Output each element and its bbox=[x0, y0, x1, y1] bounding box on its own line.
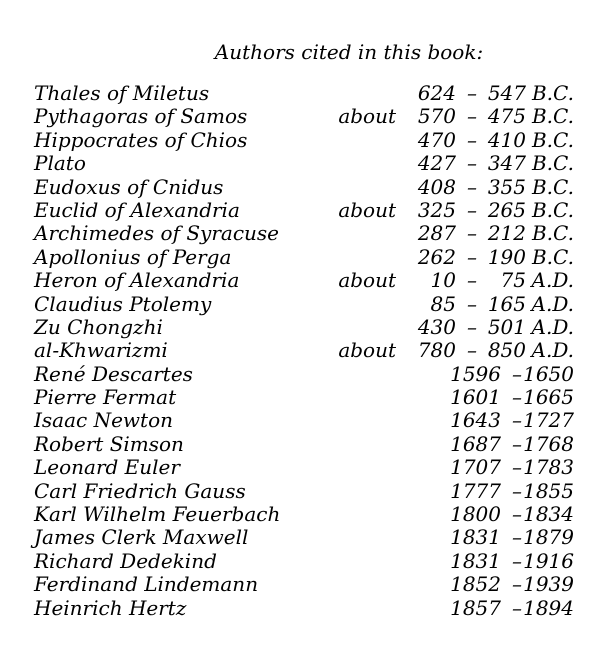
date-dash: – bbox=[512, 385, 522, 410]
author-row bbox=[34, 199, 574, 222]
date-end: 1939 bbox=[523, 572, 574, 597]
date-dash: – bbox=[512, 595, 522, 620]
date-era: B.C. bbox=[531, 151, 574, 176]
date-dash: – bbox=[467, 338, 477, 363]
page-heading: Authors cited in this book: bbox=[214, 40, 484, 64]
date-end: 1879 bbox=[523, 525, 574, 550]
date-dash: – bbox=[467, 244, 477, 269]
author-row bbox=[34, 456, 574, 479]
author-name: Karl Wilhelm Feuerbach bbox=[34, 502, 281, 527]
date-start: 85 bbox=[430, 291, 456, 316]
author-name: Pierre Fermat bbox=[34, 385, 177, 410]
date-era: B.C. bbox=[531, 197, 574, 222]
date-start: 1831 bbox=[450, 548, 501, 573]
date-end: 1768 bbox=[523, 431, 574, 456]
date-start: 1852 bbox=[450, 572, 501, 597]
date-dash: – bbox=[467, 314, 477, 339]
author-name: Isaac Newton bbox=[34, 408, 173, 433]
author-name: Apollonius of Perga bbox=[34, 244, 232, 269]
date-start: 780 bbox=[417, 338, 456, 363]
date-end: 410 bbox=[487, 127, 526, 152]
author-name: Leonard Euler bbox=[34, 455, 180, 480]
date-end: 1727 bbox=[523, 408, 574, 433]
author-row bbox=[34, 152, 574, 175]
author-name: Ferdinand Lindemann bbox=[34, 572, 259, 597]
date-era: B.C. bbox=[531, 81, 574, 105]
author-row bbox=[34, 105, 574, 128]
author-row bbox=[34, 82, 574, 105]
date-dash: – bbox=[512, 572, 522, 597]
date-start: 427 bbox=[417, 151, 456, 176]
date-dash: – bbox=[467, 151, 477, 176]
author-name: Claudius Ptolemy bbox=[34, 291, 212, 316]
author-name: René Descartes bbox=[34, 361, 193, 386]
date-era: A.D. bbox=[531, 268, 574, 293]
date-dash: – bbox=[467, 104, 477, 129]
date-dash: – bbox=[467, 127, 477, 152]
date-era: A.D. bbox=[531, 291, 574, 316]
date-dash: – bbox=[512, 502, 522, 527]
date-dash: – bbox=[512, 455, 522, 480]
date-era: B.C. bbox=[531, 244, 574, 269]
author-name: Archimedes of Syracuse bbox=[34, 221, 280, 246]
date-qualifier: about bbox=[338, 268, 396, 293]
date-dash: – bbox=[467, 268, 477, 293]
date-start: 1857 bbox=[450, 595, 501, 620]
date-start: 1777 bbox=[450, 478, 501, 503]
author-row bbox=[34, 339, 574, 362]
date-end: 547 bbox=[487, 81, 526, 105]
date-end: 1783 bbox=[523, 455, 574, 480]
author-name: al-Khwarizmi bbox=[34, 338, 168, 363]
date-era: B.C. bbox=[531, 127, 574, 152]
date-dash: – bbox=[467, 174, 477, 199]
date-start: 325 bbox=[417, 197, 456, 222]
date-start: 470 bbox=[417, 127, 456, 152]
author-row bbox=[34, 222, 574, 245]
author-name: Robert Simson bbox=[34, 431, 184, 456]
author-row bbox=[34, 269, 574, 292]
date-era: B.C. bbox=[531, 104, 574, 129]
date-dash: – bbox=[512, 525, 522, 550]
date-start: 262 bbox=[417, 244, 456, 269]
author-row bbox=[34, 246, 574, 269]
authors-list bbox=[34, 82, 574, 620]
date-qualifier: about bbox=[338, 338, 396, 363]
date-dash: – bbox=[512, 431, 522, 456]
author-name: Pythagoras of Samos bbox=[34, 104, 248, 129]
date-end: 1650 bbox=[523, 361, 574, 386]
date-era: A.D. bbox=[531, 338, 574, 363]
author-name: Zu Chongzhi bbox=[34, 314, 163, 339]
date-start: 1596 bbox=[450, 361, 501, 386]
author-row bbox=[34, 129, 574, 152]
author-row bbox=[34, 433, 574, 456]
author-name: Carl Friedrich Gauss bbox=[34, 478, 246, 503]
date-start: 10 bbox=[430, 268, 456, 293]
date-dash: – bbox=[512, 361, 522, 386]
date-start: 430 bbox=[417, 314, 456, 339]
author-row bbox=[34, 597, 574, 620]
date-end: 190 bbox=[487, 244, 526, 269]
date-dash: – bbox=[512, 408, 522, 433]
date-start: 408 bbox=[417, 174, 456, 199]
author-row bbox=[34, 363, 574, 386]
author-row bbox=[34, 480, 574, 503]
author-name: Hippocrates of Chios bbox=[34, 127, 248, 152]
author-row bbox=[34, 316, 574, 339]
author-row bbox=[34, 176, 574, 199]
author-name: Thales of Miletus bbox=[34, 81, 210, 105]
date-dash: – bbox=[512, 548, 522, 573]
date-qualifier: about bbox=[338, 197, 396, 222]
date-end: 165 bbox=[487, 291, 526, 316]
author-row bbox=[34, 573, 574, 596]
date-start: 624 bbox=[417, 81, 456, 105]
date-dash: – bbox=[512, 478, 522, 503]
date-start: 1601 bbox=[450, 385, 501, 410]
author-name: Heron of Alexandria bbox=[34, 268, 240, 293]
date-end: 475 bbox=[487, 104, 526, 129]
date-end: 850 bbox=[487, 338, 526, 363]
date-start: 1831 bbox=[450, 525, 501, 550]
date-end: 75 bbox=[500, 268, 526, 293]
author-row bbox=[34, 526, 574, 549]
date-start: 1643 bbox=[450, 408, 501, 433]
author-row bbox=[34, 503, 574, 526]
date-end: 265 bbox=[487, 197, 526, 222]
author-row bbox=[34, 293, 574, 316]
date-start: 287 bbox=[417, 221, 456, 246]
date-start: 1707 bbox=[450, 455, 501, 480]
date-dash: – bbox=[467, 221, 477, 246]
date-era: B.C. bbox=[531, 221, 574, 246]
date-end: 1916 bbox=[523, 548, 574, 573]
date-dash: – bbox=[467, 81, 477, 105]
author-name: Richard Dedekind bbox=[34, 548, 217, 573]
date-end: 1665 bbox=[523, 385, 574, 410]
date-qualifier: about bbox=[338, 104, 396, 129]
date-dash: – bbox=[467, 291, 477, 316]
author-row bbox=[34, 550, 574, 573]
date-start: 570 bbox=[417, 104, 456, 129]
date-era: A.D. bbox=[531, 314, 574, 339]
date-end: 1894 bbox=[523, 595, 574, 620]
date-end: 347 bbox=[487, 151, 526, 176]
author-row bbox=[34, 386, 574, 409]
author-name: Euclid of Alexandria bbox=[34, 197, 240, 222]
date-dash: – bbox=[467, 197, 477, 222]
author-name: Heinrich Hertz bbox=[34, 595, 187, 620]
author-name: James Clerk Maxwell bbox=[34, 525, 249, 550]
author-name: Plato bbox=[34, 151, 86, 176]
date-start: 1687 bbox=[450, 431, 501, 456]
date-start: 1800 bbox=[450, 502, 501, 527]
date-end: 501 bbox=[487, 314, 526, 339]
date-era: B.C. bbox=[531, 174, 574, 199]
date-end: 1834 bbox=[523, 502, 574, 527]
author-row bbox=[34, 409, 574, 432]
date-end: 212 bbox=[487, 221, 526, 246]
date-end: 1855 bbox=[523, 478, 574, 503]
author-name: Eudoxus of Cnidus bbox=[34, 174, 224, 199]
date-end: 355 bbox=[487, 174, 526, 199]
